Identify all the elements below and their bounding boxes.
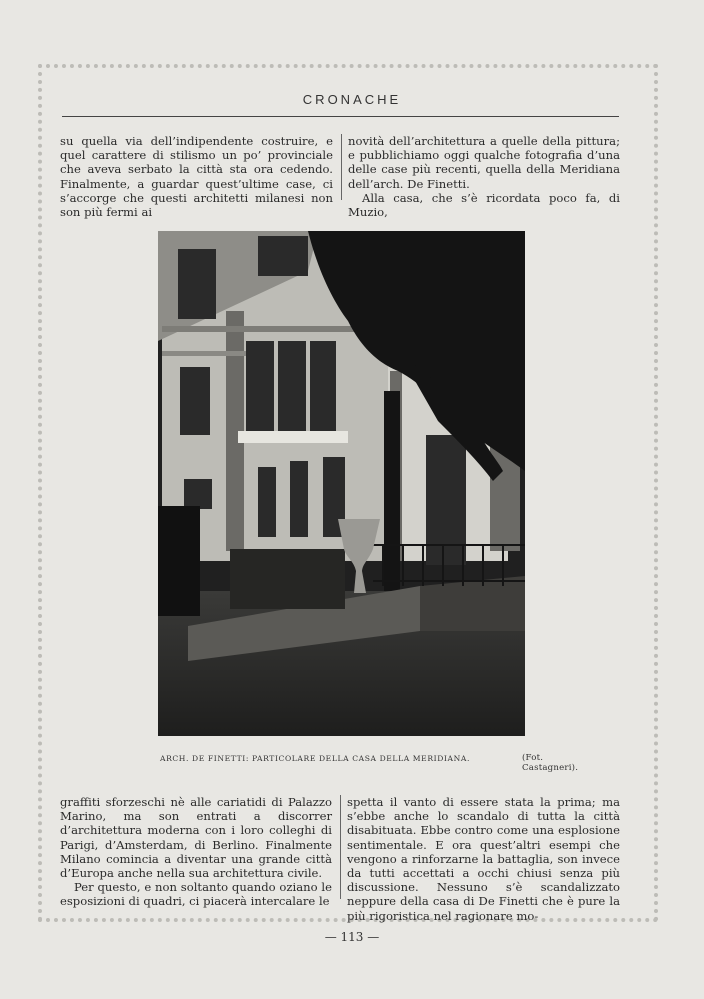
bottom-left-column (60, 795, 332, 909)
running-header: CRONACHE (302, 92, 402, 107)
column-divider (341, 134, 342, 200)
page-number: — 113 — (324, 930, 380, 944)
paragraph: spetta il vanto di essere stata la prima; ma s’ebbe anche lo scandalo di tutta la città disabituata. Ebbe contro come una esplosione sentimentale. E ora quest’altri esempi che vengono a rinforzarne la battaglia, son invece da tutti accettati a occhi chiusi senza più discussione. Nessuno s’è scandalizzato neppure della casa di De Finetti che è pure la più rigoristica nel ragionare mo- (347, 795, 620, 923)
paragraph: novità dell’architettura a quelle della pittura; e pubblichiamo oggi qualche fotografia d’una delle case più recenti, quella della Meridiana dell’arch. De Finetti. (348, 134, 620, 191)
figure-caption-row (160, 753, 600, 773)
column-divider (340, 795, 341, 899)
paragraph: Per questo, e non soltanto quando oziano le esposizioni di quadri, ci piacerà intercalare le (60, 880, 332, 909)
building-photograph (158, 231, 525, 736)
paragraph: graffiti sforzeschi nè alle cariatidi di Palazzo Marino, ma son entrati a discorrer d’architettura moderna con i loro colleghi di Parigi, d’Amsterdam, di Berlino. Finalmente Milano comincia a diventar una grande città d’Europa anche nella sua architettura civile. (60, 795, 332, 881)
top-left-column (60, 134, 333, 219)
paragraph: su quella via dell’indipendente costruire, e quel carattere di stilismo un po’ provinciale che aveva serbato la città sta ora cedendo. Finalmente, a guardar quest’ultime case, ci s’accorge che questi architetti milanesi non son più fermi ai (60, 134, 333, 220)
bottom-right-column (347, 795, 620, 923)
paragraph: Alla casa, che s’è ricordata poco fa, di Muzio, (348, 190, 620, 220)
header-rule (62, 116, 619, 117)
photo-credit: (Fot. Castagneri). (522, 753, 579, 773)
top-right-column (348, 134, 620, 219)
figure-caption: ARCH. DE FINETTI: PARTICOLARE DELLA CASA DELLA MERIDIANA. (160, 754, 470, 763)
